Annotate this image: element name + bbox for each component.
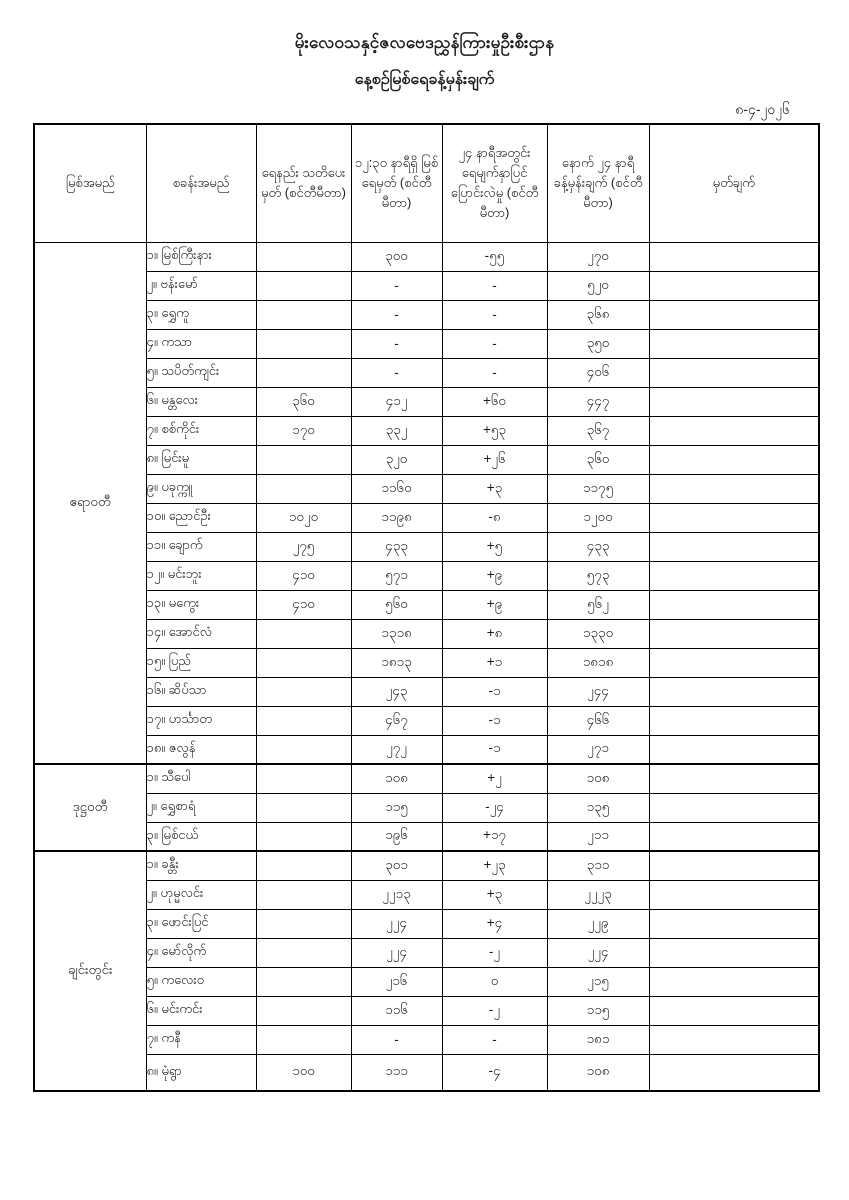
remark-cell [649, 764, 819, 793]
table-row [34, 822, 819, 851]
forecast-cell: ၄၄၇ [547, 387, 649, 416]
forecast-cell: ၂၂၄ [547, 938, 649, 967]
water-level-cell: ၃၀၁ [351, 851, 442, 880]
header-row [34, 124, 819, 242]
water-level-cell: ၄၁၂ [351, 387, 442, 416]
change-24h-cell: ၀ [442, 967, 547, 996]
forecast-cell: ၂၇၁ [547, 735, 649, 764]
table-body [34, 242, 819, 1091]
remark-cell [649, 880, 819, 909]
station-name-cell: ၁။ မြစ်ကြီးနား [146, 242, 256, 271]
remark-cell [649, 706, 819, 735]
station-name-cell: ၇။ စစ်ကိုင်း [146, 416, 256, 445]
station-name-cell: ၄။ မော်လိုက် [146, 938, 256, 967]
report-date: ၈-၄-၂၀၂၆ [735, 101, 790, 117]
station-name-cell: ၅။ သပိတ်ကျင်း [146, 358, 256, 387]
warning-level-cell [256, 648, 351, 677]
warning-level-cell [256, 358, 351, 387]
remark-cell [649, 358, 819, 387]
warning-level-cell: ၂၇၅ [256, 532, 351, 561]
water-level-cell: ၃၃၂ [351, 416, 442, 445]
station-name-cell: ၂။ ဗန်းမော် [146, 271, 256, 300]
warning-level-cell [256, 996, 351, 1025]
table-row [34, 648, 819, 677]
station-name-cell: ၁။ ခန္တီး [146, 851, 256, 880]
table-row [34, 358, 819, 387]
water-level-cell: ၁၁၁ [351, 1054, 442, 1091]
table-row [34, 909, 819, 938]
change-24h-cell: +၉ [442, 590, 547, 619]
remark-cell [649, 909, 819, 938]
station-name-cell: ၇။ ကနီ [146, 1025, 256, 1054]
warning-level-cell [256, 909, 351, 938]
remark-cell [649, 590, 819, 619]
forecast-cell: ၁၀၈ [547, 764, 649, 793]
water-level-cell: ၁၃၁၈ [351, 619, 442, 648]
remark-cell [649, 416, 819, 445]
warning-level-cell [256, 619, 351, 648]
warning-level-cell [256, 967, 351, 996]
station-name-cell: ၁၀။ ညောင်ဦး [146, 503, 256, 532]
station-name-cell: ၁၄။ အောင်လံ [146, 619, 256, 648]
station-name-cell: ၁၇။ ဟင်္သာတ [146, 706, 256, 735]
forecast-cell: ၁၁၅ [547, 996, 649, 1025]
table-row [34, 996, 819, 1025]
water-level-cell: ၂၂၁၃ [351, 880, 442, 909]
forecast-cell: ၄၀၆ [547, 358, 649, 387]
forecast-cell: ၁၃၃၀ [547, 619, 649, 648]
table-row [34, 242, 819, 271]
forecast-cell: ၅၇၃ [547, 561, 649, 590]
station-name-cell: ၂။ ရွှေစာရံ [146, 793, 256, 822]
water-level-cell: - [351, 358, 442, 387]
remark-cell [649, 329, 819, 358]
water-level-cell: - [351, 1025, 442, 1054]
forecast-cell: ၂၇၀ [547, 242, 649, 271]
change-24h-cell: +၉ [442, 561, 547, 590]
remark-cell [649, 851, 819, 880]
warning-level-cell [256, 242, 351, 271]
warning-level-cell [256, 938, 351, 967]
forecast-cell: ၅၂၀ [547, 271, 649, 300]
change-24h-cell: - [442, 300, 547, 329]
warning-level-cell [256, 822, 351, 851]
warning-level-cell: ၄၁၀ [256, 590, 351, 619]
water-level-cell: ၅၇၁ [351, 561, 442, 590]
change-24h-cell: - [442, 271, 547, 300]
header-water-level-1230: ၁၂:၃၀ နာရီရှိ မြစ်ရေမှတ် (စင်တီမီတာ) [351, 124, 442, 242]
change-24h-cell: +၅၃ [442, 416, 547, 445]
warning-level-cell [256, 706, 351, 735]
station-name-cell: ၅။ ကလေးဝ [146, 967, 256, 996]
water-level-cell: ၂၄၃ [351, 677, 442, 706]
table-row [34, 735, 819, 764]
remark-cell [649, 1054, 819, 1091]
forecast-cell: ၃၅၀ [547, 329, 649, 358]
water-level-cell: ၄၆၇ [351, 706, 442, 735]
remark-cell [649, 300, 819, 329]
station-name-cell: ၈။ မုံရွာ [146, 1054, 256, 1091]
table-row [34, 300, 819, 329]
water-level-cell: ၅၆၀ [351, 590, 442, 619]
remark-cell [649, 561, 819, 590]
table-row [34, 474, 819, 503]
warning-level-cell [256, 677, 351, 706]
remark-cell [649, 271, 819, 300]
warning-level-cell [256, 271, 351, 300]
change-24h-cell: +၃ [442, 880, 547, 909]
warning-level-cell [256, 735, 351, 764]
forecast-cell: ၂၁၁ [547, 822, 649, 851]
river-name-cell: ဒုဋ္ဌဝတီ [34, 764, 146, 851]
change-24h-cell: +၈ [442, 619, 547, 648]
forecast-cell: ၁၈၁ [547, 1025, 649, 1054]
change-24h-cell: +၃ [442, 474, 547, 503]
station-name-cell: ၄။ ကသာ [146, 329, 256, 358]
change-24h-cell: +၄ [442, 909, 547, 938]
table-row [34, 619, 819, 648]
table-header [34, 124, 819, 242]
change-24h-cell: +၂၆ [442, 445, 547, 474]
water-level-cell: ၁၁၆၀ [351, 474, 442, 503]
station-name-cell: ၆။ မန္တလေး [146, 387, 256, 416]
water-level-cell: ၂၁၆ [351, 967, 442, 996]
remark-cell [649, 735, 819, 764]
header-river-name: မြစ်အမည် [34, 124, 146, 242]
water-level-cell: ၁၀၈ [351, 764, 442, 793]
header-station-name: စခန်းအမည် [146, 124, 256, 242]
forecast-cell: ၁၁၇၅ [547, 474, 649, 503]
water-level-cell: ၁၁၉၈ [351, 503, 442, 532]
station-name-cell: ၁၆။ ဆိပ်သာ [146, 677, 256, 706]
water-level-cell: ၂၂၄ [351, 938, 442, 967]
warning-level-cell: ၁၇၀ [256, 416, 351, 445]
table-row [34, 416, 819, 445]
remark-cell [649, 996, 819, 1025]
remark-cell [649, 532, 819, 561]
table-row [34, 880, 819, 909]
table-row [34, 503, 819, 532]
station-name-cell: ၂။ ဟုမ္မလင်း [146, 880, 256, 909]
table-row [34, 590, 819, 619]
forecast-cell: ၂၂၉ [547, 909, 649, 938]
station-name-cell: ၃။ မြစ်ငယ် [146, 822, 256, 851]
warning-level-cell [256, 300, 351, 329]
forecast-cell: ၁၃၅ [547, 793, 649, 822]
change-24h-cell: -၂၄ [442, 793, 547, 822]
table-row [34, 387, 819, 416]
water-level-cell: ၁၈၁၃ [351, 648, 442, 677]
forecast-cell: ၂၂၂၃ [547, 880, 649, 909]
change-24h-cell: - [442, 329, 547, 358]
water-level-cell: - [351, 300, 442, 329]
water-level-cell: ၁၁၅ [351, 793, 442, 822]
remark-cell [649, 242, 819, 271]
remark-cell [649, 938, 819, 967]
remark-cell [649, 677, 819, 706]
warning-level-cell [256, 851, 351, 880]
warning-level-cell: ၁၀၂၀ [256, 503, 351, 532]
warning-level-cell [256, 1025, 351, 1054]
table-row [34, 851, 819, 880]
forecast-cell: ၄၆၆ [547, 706, 649, 735]
warning-level-cell: ၃၆၀ [256, 387, 351, 416]
forecast-cell: ၅၆၂ [547, 590, 649, 619]
water-level-cell: ၃၂၀ [351, 445, 442, 474]
table-row [34, 938, 819, 967]
river-forecast-table [33, 123, 820, 1092]
water-level-cell: - [351, 329, 442, 358]
water-level-cell: ၂၇၂ [351, 735, 442, 764]
table-row [34, 271, 819, 300]
change-24h-cell: - [442, 1025, 547, 1054]
remark-cell [649, 793, 819, 822]
table-row [34, 532, 819, 561]
remark-cell [649, 503, 819, 532]
header-24h-change: ၂၄ နာရီအတွင်း ရေမျက်နှာပြင် ပြောင်းလဲမှု (စင်တီမီတာ) [442, 124, 547, 242]
change-24h-cell: -၁ [442, 677, 547, 706]
table-row [34, 967, 819, 996]
warning-level-cell [256, 445, 351, 474]
station-name-cell: ၁၈။ ဇလွန် [146, 735, 256, 764]
station-name-cell: ၆။ မင်းကင်း [146, 996, 256, 1025]
remark-cell [649, 619, 819, 648]
station-name-cell: ၁၅။ ပြည် [146, 648, 256, 677]
remark-cell [649, 387, 819, 416]
table-row [34, 329, 819, 358]
change-24h-cell: -၅၅ [442, 242, 547, 271]
table-row [34, 445, 819, 474]
forecast-cell: ၁၂၀၀ [547, 503, 649, 532]
warning-level-cell [256, 880, 351, 909]
forecast-cell: ၂၁၅ [547, 967, 649, 996]
table-row [34, 1025, 819, 1054]
station-name-cell: ၁၂။ မင်းဘူး [146, 561, 256, 590]
change-24h-cell: +၅ [442, 532, 547, 561]
table-row [34, 561, 819, 590]
warning-level-cell [256, 793, 351, 822]
forecast-cell: ၄၃၃ [547, 532, 649, 561]
remark-cell [649, 1025, 819, 1054]
remark-cell [649, 445, 819, 474]
change-24h-cell: +၂၃ [442, 851, 547, 880]
forecast-cell: ၃၆၈ [547, 300, 649, 329]
station-name-cell: ၁။ သီပေါ [146, 764, 256, 793]
water-level-cell: ၁၁၆ [351, 996, 442, 1025]
forecast-cell: ၁၈၁၈ [547, 648, 649, 677]
station-name-cell: ၁၃။ မကွေး [146, 590, 256, 619]
change-24h-cell: -၁ [442, 735, 547, 764]
change-24h-cell: -၂ [442, 996, 547, 1025]
forecast-cell: ၂၄၄ [547, 677, 649, 706]
change-24h-cell: -၁ [442, 706, 547, 735]
water-level-cell: ၁၉၆ [351, 822, 442, 851]
warning-level-cell: ၄၁၀ [256, 561, 351, 590]
header-next-24h-forecast: နောက် ၂၄ နာရီ ခန့်မှန်းချက် (စင်တီမီတာ) [547, 124, 649, 242]
water-level-cell: - [351, 271, 442, 300]
remark-cell [649, 474, 819, 503]
document-subtitle: နေ့စဉ်မြစ်ရေခန့်မှန်းချက် [354, 71, 495, 88]
forecast-cell: ၃၆၇ [547, 416, 649, 445]
forecast-cell: ၁၀၈ [547, 1054, 649, 1091]
station-name-cell: ၃။ ရွှေကူ [146, 300, 256, 329]
header-remarks: မှတ်ချက် [649, 124, 819, 242]
river-name-cell: ဧရာဝတီ [34, 242, 146, 764]
change-24h-cell: +၂ [442, 764, 547, 793]
table-row [34, 677, 819, 706]
remark-cell [649, 822, 819, 851]
change-24h-cell: -၄ [442, 1054, 547, 1091]
water-level-cell: ၂၂၄ [351, 909, 442, 938]
forecast-cell: ၃၆၀ [547, 445, 649, 474]
remark-cell [649, 648, 819, 677]
warning-level-cell [256, 329, 351, 358]
forecast-cell: ၃၁၁ [547, 851, 649, 880]
change-24h-cell: - [442, 358, 547, 387]
remark-cell [649, 967, 819, 996]
water-level-cell: ၃၀၀ [351, 242, 442, 271]
station-name-cell: ၈။ မြင်းမူ [146, 445, 256, 474]
station-name-cell: ၃။ ဖောင်းပြင် [146, 909, 256, 938]
warning-level-cell [256, 764, 351, 793]
river-name-cell: ချင်းတွင်း [34, 851, 146, 1091]
warning-level-cell [256, 474, 351, 503]
department-title: မိုးလေဝသနှင့်ဇလဗေဒညွှန်ကြားမှုဦးစီးဌာန [294, 33, 555, 52]
station-name-cell: ၉။ ပခုက္ကူ [146, 474, 256, 503]
change-24h-cell: -၂ [442, 938, 547, 967]
table-row [34, 1054, 819, 1091]
change-24h-cell: +၁ [442, 648, 547, 677]
change-24h-cell: +၆၀ [442, 387, 547, 416]
header-low-water-warning: ရေနည်း သတိပေးမှတ် (စင်တီမီတာ) [256, 124, 351, 242]
change-24h-cell: +၁၇ [442, 822, 547, 851]
water-level-cell: ၄၃၃ [351, 532, 442, 561]
warning-level-cell: ၁၀၀ [256, 1054, 351, 1091]
table-row [34, 706, 819, 735]
table-row [34, 764, 819, 793]
table-row [34, 793, 819, 822]
change-24h-cell: -၈ [442, 503, 547, 532]
station-name-cell: ၁၁။ ချောက် [146, 532, 256, 561]
